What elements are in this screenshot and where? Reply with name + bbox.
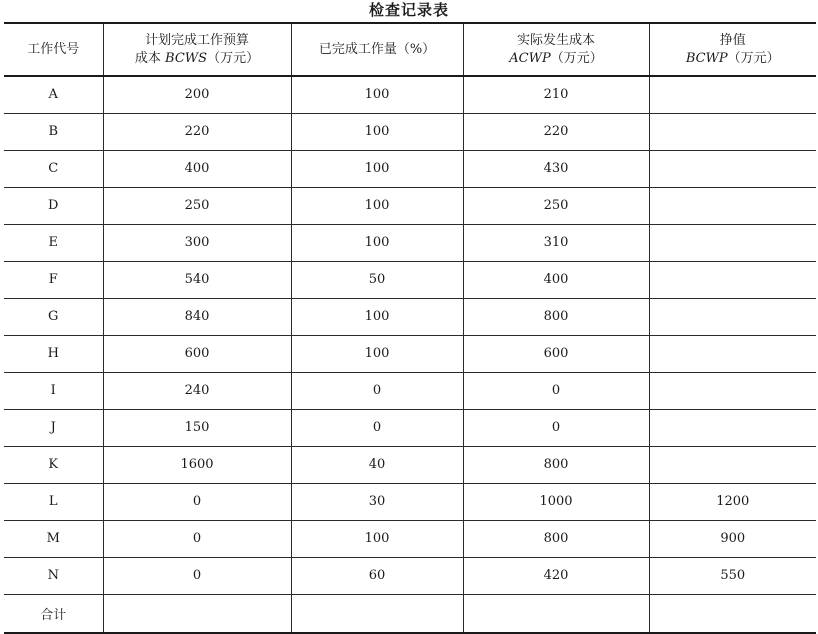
header-acwp-line2: ACWP（万元） xyxy=(509,50,603,66)
cell-acwp: 400 xyxy=(463,261,649,298)
cell-code: L xyxy=(4,483,103,520)
cell-bcwp xyxy=(649,298,816,335)
cell-acwp: 800 xyxy=(463,520,649,557)
cell-bcws: 0 xyxy=(103,520,291,557)
cell-code: J xyxy=(4,409,103,446)
cell-done: 30 xyxy=(291,483,463,520)
cell-bcws: 200 xyxy=(103,76,291,113)
table-row xyxy=(4,483,816,520)
table-row xyxy=(4,187,816,224)
cell-bcws: 220 xyxy=(103,113,291,150)
cell-acwp: 220 xyxy=(463,113,649,150)
table-row xyxy=(4,76,816,113)
cell-code: E xyxy=(4,224,103,261)
header-bcws-line2: 成本 BCWS（万元） xyxy=(134,50,260,66)
cell-bcwp xyxy=(649,224,816,261)
cell-code: C xyxy=(4,150,103,187)
table-row xyxy=(4,261,816,298)
cell-done: 40 xyxy=(291,446,463,483)
inspection-record-table xyxy=(4,22,816,634)
header-done: 已完成工作量（%） xyxy=(291,23,463,76)
cell-acwp: 0 xyxy=(463,372,649,409)
header-acwp-line1: 实际发生成本 xyxy=(516,32,595,48)
cell-done: 100 xyxy=(291,224,463,261)
header-bcws xyxy=(103,23,291,76)
cell-code: D xyxy=(4,187,103,224)
cell-acwp: 210 xyxy=(463,76,649,113)
cell-code: G xyxy=(4,298,103,335)
cell-acwp: 420 xyxy=(463,557,649,594)
cell-bcwp: 550 xyxy=(649,557,816,594)
cell-acwp: 800 xyxy=(463,446,649,483)
cell-bcws: 1600 xyxy=(103,446,291,483)
cell-code: N xyxy=(4,557,103,594)
cell-done: 100 xyxy=(291,298,463,335)
cell-bcwp: 1200 xyxy=(649,483,816,520)
cell-bcws: 540 xyxy=(103,261,291,298)
cell-acwp: 600 xyxy=(463,335,649,372)
cell-total-bcwp xyxy=(649,594,816,633)
cell-bcws: 400 xyxy=(103,150,291,187)
cell-bcwp xyxy=(649,372,816,409)
table-row xyxy=(4,409,816,446)
header-bcws-line1: 计划完成工作预算 xyxy=(144,32,249,48)
cell-done: 100 xyxy=(291,76,463,113)
cell-done: 100 xyxy=(291,113,463,150)
table-row xyxy=(4,298,816,335)
table-row xyxy=(4,372,816,409)
cell-bcwp xyxy=(649,76,816,113)
cell-done: 0 xyxy=(291,372,463,409)
cell-done: 0 xyxy=(291,409,463,446)
header-row xyxy=(4,23,816,76)
header-acwp xyxy=(463,23,649,76)
cell-acwp: 0 xyxy=(463,409,649,446)
cell-done: 50 xyxy=(291,261,463,298)
cell-code: H xyxy=(4,335,103,372)
cell-bcws: 600 xyxy=(103,335,291,372)
cell-bcws: 840 xyxy=(103,298,291,335)
cell-total-label: 合计 xyxy=(4,594,103,633)
cell-bcwp xyxy=(649,335,816,372)
cell-code: A xyxy=(4,76,103,113)
cell-bcwp xyxy=(649,409,816,446)
cell-acwp: 430 xyxy=(463,150,649,187)
cell-total-bcws xyxy=(103,594,291,633)
cell-code: M xyxy=(4,520,103,557)
cell-bcwp xyxy=(649,150,816,187)
cell-bcws: 150 xyxy=(103,409,291,446)
cell-acwp: 310 xyxy=(463,224,649,261)
cell-code: K xyxy=(4,446,103,483)
cell-acwp: 1000 xyxy=(463,483,649,520)
cell-code: F xyxy=(4,261,103,298)
table-row xyxy=(4,113,816,150)
cell-bcwp xyxy=(649,446,816,483)
cell-total-done xyxy=(291,594,463,633)
cell-bcwp xyxy=(649,261,816,298)
cell-done: 100 xyxy=(291,150,463,187)
cell-code: I xyxy=(4,372,103,409)
cell-acwp: 250 xyxy=(463,187,649,224)
cell-bcwp: 900 xyxy=(649,520,816,557)
table-title: 检查记录表 xyxy=(368,1,449,19)
table-row xyxy=(4,150,816,187)
table-row xyxy=(4,520,816,557)
cell-code: B xyxy=(4,113,103,150)
cell-bcws: 0 xyxy=(103,557,291,594)
header-code: 工作代号 xyxy=(4,23,103,76)
cell-bcwp xyxy=(649,187,816,224)
cell-bcws: 300 xyxy=(103,224,291,261)
header-bcwp-line2: BCWP（万元） xyxy=(685,50,780,66)
cell-bcws: 240 xyxy=(103,372,291,409)
header-bcwp-line1: 挣值 xyxy=(719,32,746,48)
cell-total-acwp xyxy=(463,594,649,633)
table-row xyxy=(4,557,816,594)
table-row xyxy=(4,224,816,261)
table-row xyxy=(4,335,816,372)
cell-bcws: 250 xyxy=(103,187,291,224)
cell-done: 100 xyxy=(291,335,463,372)
cell-acwp: 800 xyxy=(463,298,649,335)
cell-done: 100 xyxy=(291,187,463,224)
cell-done: 60 xyxy=(291,557,463,594)
total-row xyxy=(4,594,816,633)
cell-done: 100 xyxy=(291,520,463,557)
cell-bcwp xyxy=(649,113,816,150)
table-row xyxy=(4,446,816,483)
cell-bcws: 0 xyxy=(103,483,291,520)
header-bcwp xyxy=(649,23,816,76)
